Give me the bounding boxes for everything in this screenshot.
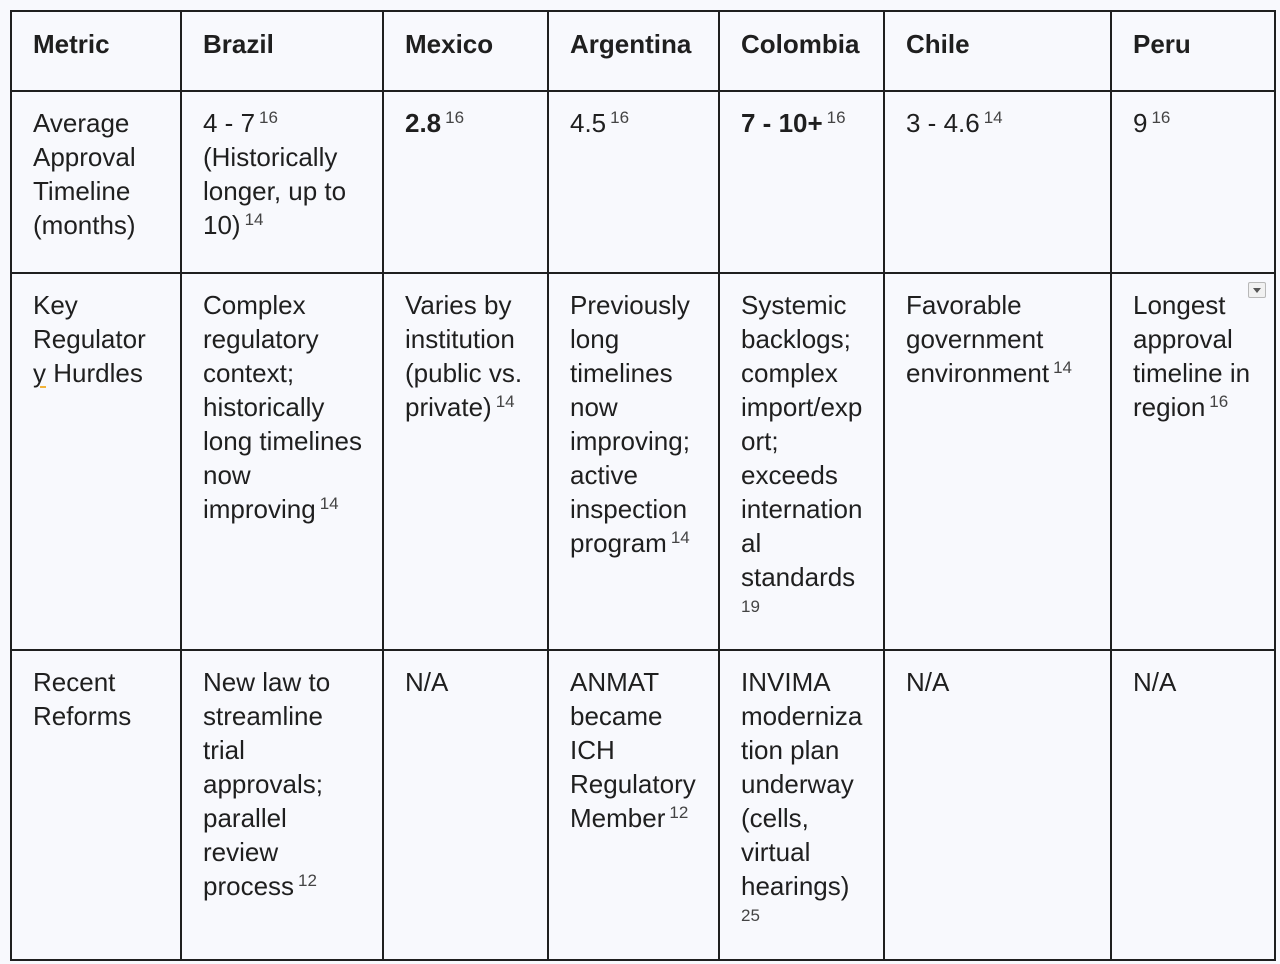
row-label-recent-reforms [11,650,181,960]
header-argentina: Argentina [548,11,719,91]
footnote-ref[interactable]: 16 [1209,392,1229,411]
cell-value: ANMAT became ICH Regulatory Member [570,667,696,833]
cell-value: Favorable government environment [906,290,1050,388]
footnote-ref[interactable]: 14 [319,494,339,513]
row-label-regulatory-hurdles [11,273,181,650]
cell-peru-timeline [1111,91,1275,273]
footnote-ref[interactable]: 12 [298,871,317,890]
cell-value: New law to streamline trial approvals; parallel review process [203,667,331,901]
header-chile: Chile [884,11,1111,91]
cell-colombia-reforms [719,650,884,960]
dropdown-arrow-icon[interactable] [1248,282,1266,298]
cell-colombia-timeline [719,91,884,273]
footnote-ref[interactable]: 14 [1053,358,1072,377]
footnote-ref[interactable]: 14 [983,108,1003,127]
cell-brazil-reforms [181,650,383,960]
cell-brazil-timeline [181,91,383,273]
cell-value: 9 [1133,108,1148,138]
cell-argentina-hurdles [548,273,719,650]
footnote-ref[interactable]: 16 [826,108,846,127]
footnote-ref[interactable]: 16 [445,108,465,127]
cell-note: (Historically longer, up to 10) [203,142,347,240]
cell-value: N/A [1133,667,1177,697]
footnote-ref[interactable]: 14 [244,210,264,229]
comparison-table [10,10,1276,961]
cell-colombia-hurdles [719,273,884,650]
row-label-text: Recent Reforms [33,667,132,731]
footnote-ref[interactable]: 16 [259,108,278,127]
cell-value: 4.5 [570,108,607,138]
cell-value: Longest approval timeline in region [1133,290,1251,422]
cell-peru-reforms [1111,650,1275,960]
header-colombia: Colombia [719,11,884,91]
row-label-text: Hurdles [46,358,143,388]
cell-value: Previously long timelines now improving; active inspection program [570,290,690,558]
header-peru: Peru [1111,11,1275,91]
row-label-approval-timeline [11,91,181,273]
cell-value: Varies by institution (public vs. private) [405,290,523,422]
footnote-ref[interactable]: 19 [741,597,760,616]
cell-value: 4 - 7 [203,108,256,138]
cell-peru-hurdles [1111,273,1275,650]
cell-value: INVIMA modernization plan underway (cells, virtual hearings) [741,667,863,901]
cell-chile-timeline [884,91,1111,273]
header-metric: Metric [11,11,181,91]
footnote-ref[interactable]: 14 [670,528,690,547]
cell-mexico-reforms [383,650,548,960]
cell-value: Systemic backlogs; complex import/export; exceeds international standards [741,290,863,592]
cell-mexico-timeline [383,91,548,273]
cell-value: 7 - 10+ [741,108,823,138]
table-row-approval-timeline [11,91,1275,273]
cell-argentina-reforms [548,650,719,960]
cell-chile-hurdles [884,273,1111,650]
header-mexico: Mexico [383,11,548,91]
table-row-recent-reforms [11,650,1275,960]
header-row [11,11,1275,91]
cell-mexico-hurdles [383,273,548,650]
footnote-ref[interactable]: 25 [741,906,760,925]
row-label-text: Key Regulator [33,290,146,354]
cell-value: 3 - 4.6 [906,108,980,138]
cell-value: Complex regulatory context; historically long timelines now improving [203,290,362,524]
header-brazil: Brazil [181,11,383,91]
row-label-text: Average Approval Timeline (months) [33,108,136,240]
cell-value: N/A [906,667,950,697]
footnote-ref[interactable]: 16 [1151,108,1171,127]
cell-brazil-hurdles [181,273,383,650]
table-row-regulatory-hurdles [11,273,1275,650]
cell-value: 2.8 [405,108,442,138]
cell-value: N/A [405,667,449,697]
cell-argentina-timeline [548,91,719,273]
footnote-ref[interactable]: 16 [610,108,630,127]
cell-chile-reforms [884,650,1111,960]
spellcheck-marked-text[interactable]: y [33,358,46,388]
footnote-ref[interactable]: 14 [495,392,515,411]
footnote-ref[interactable]: 12 [669,803,689,822]
